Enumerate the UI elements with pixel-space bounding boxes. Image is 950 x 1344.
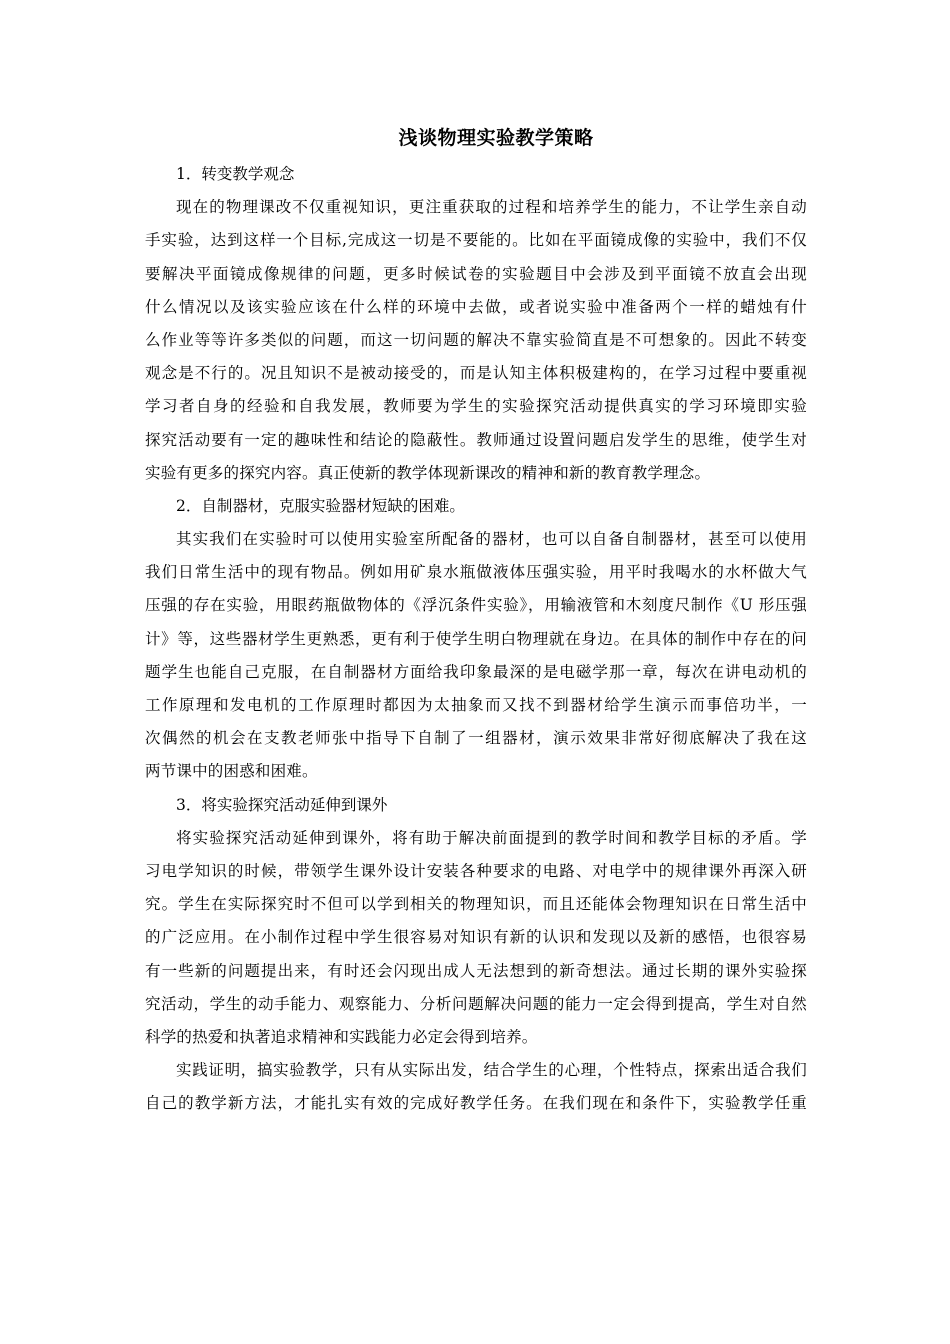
paragraph-line: 压强的存在实验，用眼药瓶做物体的《浮沉条件实验》，用输液管和木刻度尺制作《U 形压强 <box>145 596 807 615</box>
paragraph-line: 现在的物理课改不仅重视知识，更注重获取的过程和培养学生的能力，不让学生亲自动 <box>176 198 807 217</box>
paragraph-line: 的广泛应用。在小制作过程中学生很容易对知识有新的认识和发现以及新的感悟，也很容易 <box>145 928 807 947</box>
paragraph-line: 计》等，这些器材学生更熟悉，更有利于使学生明白物理就在身边。在具体的制作中存在的问 <box>145 629 807 648</box>
paragraph-line: 两节课中的困惑和困难。 <box>145 762 318 781</box>
paragraph-line: 有一些新的问题提出来，有时还会闪现出成人无法想到的新奇想法。通过长期的课外实验探 <box>145 961 807 980</box>
paragraph-line: 手实验，达到这样一个目标,完成这一切是不要能的。比如在平面镜成像的实验中，我们不仅 <box>145 231 807 250</box>
paragraph-line: 实验有更多的探究内容。真正使新的教学体现新课改的精神和新的教育教学理念。 <box>145 463 711 482</box>
document-title: 浅谈物理实验教学策略 <box>398 127 594 149</box>
paragraph-line: 我们日常生活中的现有物品。例如用矿泉水瓶做液体压强实验，用平时我喝水的水杯做大气 <box>145 563 807 582</box>
paragraph-line: 么作业等等许多类似的问题，而这一切问题的解决不靠实验简直是不可想象的。因此不转变 <box>145 330 807 349</box>
paragraph-line: 将实验探究活动延伸到课外，将有助于解决前面提到的教学时间和教学目标的矛盾。学 <box>176 828 807 847</box>
paragraph-line: 究。学生在实际探究时不但可以学到相关的物理知识，而且还能体会物理知识在日常生活中 <box>145 895 807 914</box>
paragraph-line: 探究活动要有一定的趣味性和结论的隐蔽性。教师通过设置问题启发学生的思维，使学生对 <box>145 430 807 449</box>
document-blocks <box>145 158 807 1120</box>
paragraph-line: 实践证明，搞实验教学，只有从实际出发，结合学生的心理，个性特点，探索出适合我们 <box>176 1061 807 1080</box>
paragraph-line: 其实我们在实验时可以使用实验室所配备的器材，也可以自备自制器材，甚至可以使用 <box>176 530 807 549</box>
paragraph <box>145 1054 807 1120</box>
paragraph-line: 观念是不行的。况且知识不是被动接受的，而是认知主体积极建构的，在学习过程中要重视 <box>145 364 807 383</box>
paragraph <box>145 523 807 789</box>
section-heading: 3．将实验探究活动延伸到课外 <box>176 795 388 814</box>
paragraph-line: 自己的教学新方法，才能扎实有效的完成好教学任务。在我们现在和条件下，实验教学任重 <box>145 1094 807 1113</box>
paragraph-line: 科学的热爱和执著追求精神和实践能力必定会得到培养。 <box>145 1027 538 1046</box>
paragraph-line: 习电学知识的时候，带领学生课外设计安装各种要求的电路、对电学中的规律课外再深入研 <box>145 861 807 880</box>
section-heading: 1．转变教学观念 <box>176 165 295 183</box>
paragraph-line: 次偶然的机会在支教老师张中指导下自制了一组器材，演示效果非常好彻底解决了我在这 <box>145 729 807 748</box>
paragraph-line: 什么情况以及该实验应该在什么样的环境中去做，或者说实验中准备两个一样的蜡烛有什 <box>145 297 807 316</box>
paragraph-line: 学习者自身的经验和自我发展，教师要为学生的实验探究活动提供真实的学习环境即实验 <box>145 397 807 416</box>
paragraph <box>145 191 807 490</box>
section-heading: 2．自制器材，克服实验器材短缺的困难。 <box>176 496 465 515</box>
paragraph-line: 究活动，学生的动手能力、观察能力、分析问题解决问题的能力一定会得到提高，学生对自然 <box>145 994 807 1013</box>
paragraph-line: 工作原理和发电机的工作原理时都因为太抽象而又找不到器材给学生演示而事倍功半，一 <box>145 696 807 714</box>
paragraph <box>145 822 807 1054</box>
document-body <box>145 118 807 1120</box>
paragraph-line: 要解决平面镜成像规律的问题，更多时候试卷的实验题目中会涉及到平面镜不放直会出现 <box>145 264 807 283</box>
paragraph-line: 题学生也能自己克服，在自制器材方面给我印象最深的是电磁学那一章，每次在讲电动机的 <box>145 662 807 681</box>
